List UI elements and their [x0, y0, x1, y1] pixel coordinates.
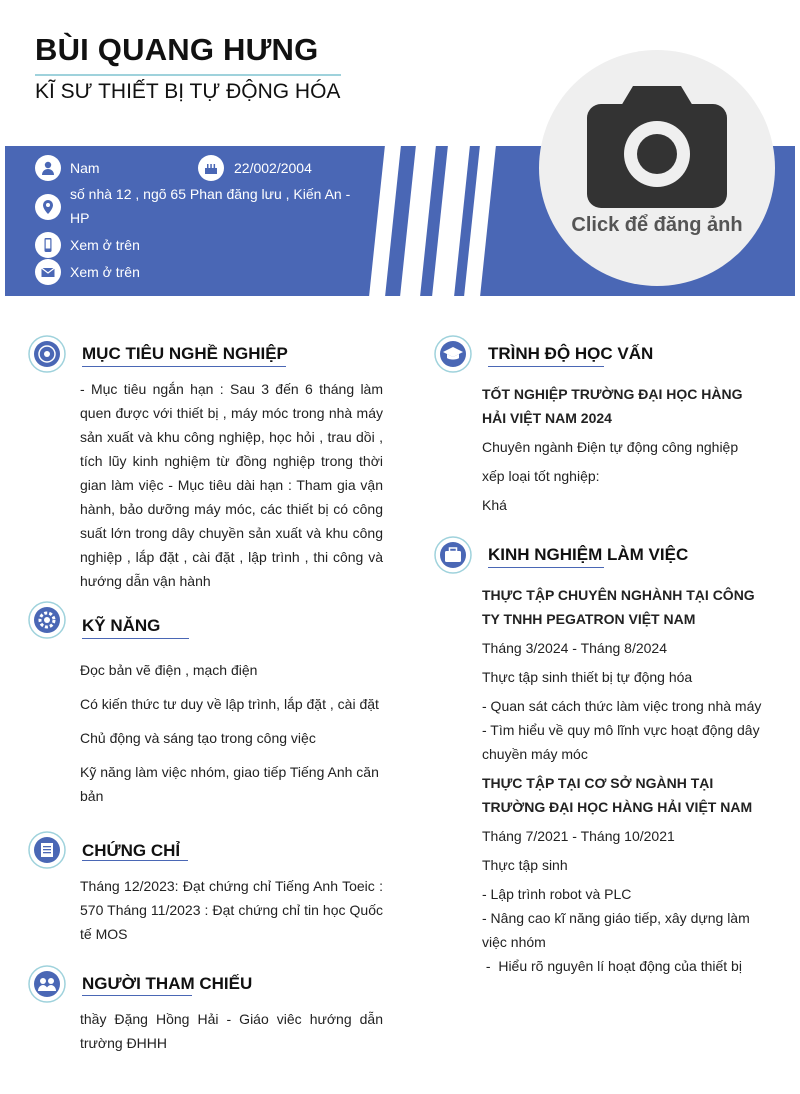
career-title: MỤC TIÊU NGHỀ NGHIỆP	[82, 344, 288, 363]
experience-title: KINH NGHIỆM LÀM VIỆC	[488, 545, 689, 564]
candidate-name: BÙI QUANG HƯNG	[35, 32, 319, 67]
section-underline	[82, 860, 188, 861]
section-underline	[82, 995, 192, 996]
gear-icon	[28, 601, 66, 639]
section-underline	[82, 366, 286, 367]
section-underline	[488, 567, 604, 568]
camera-icon	[587, 86, 727, 208]
decor-stripe	[368, 146, 402, 296]
decor-stripe	[463, 146, 497, 296]
email-value: Xem ở trên	[70, 264, 140, 280]
refs-title: NGƯỜI THAM CHIẾU	[82, 974, 253, 993]
photo-upload[interactable]	[539, 50, 775, 286]
skill-item: Có kiến thức tư duy về lập trình, lắp đặt , cài đặt	[80, 696, 379, 712]
location-pin-icon	[35, 194, 61, 220]
email-icon	[35, 259, 61, 285]
job-company: THỰC TẬP CHUYÊN NGHÀNH TẠI CÔNG TY TNHH PEGATRON VIỆT NAM	[482, 587, 755, 627]
skill-item: Kỹ năng làm việc nhóm, giao tiếp Tiếng Anh căn bản	[80, 764, 379, 804]
certificate-icon	[28, 831, 66, 869]
address-value: số nhà 12 , ngõ 65 Phan đăng lưu , Kiến An - HP	[70, 186, 351, 226]
phone-icon	[35, 232, 61, 258]
career-text: - Mục tiêu ngắn hạn : Sau 3 đến 6 tháng làm quen được với thiết bị , máy móc trong nhà máy sản xuất và khu công nghiệp, học hỏi , trau dồi , tích lũy kinh nghiệm từ đồng nghiệp trong thời gian làm việc - Mục tiêu dài hạn : Tham gia vận hành, bảo dưỡng máy móc, các thiết bị có công suất lớn trong dây chuyền sản xuất và khu công nghiệp , lắp đặt , cài đặt , lập trình , thi công và hướng dẫn vận hành	[80, 381, 383, 589]
job-role: Thực tập sinh	[482, 857, 568, 873]
phone-value: Xem ở trên	[70, 237, 140, 253]
job-company: THỰC TẬP TẠI CƠ SỞ NGÀNH TẠI TRƯỜNG ĐẠI HỌC HÀNG HẢI VIỆT NAM	[482, 775, 753, 815]
education-title: TRÌNH ĐỘ HỌC VẤN	[488, 344, 654, 363]
job-role: Thực tập sinh thiết bị tự động hóa	[482, 669, 693, 685]
education-grade: Khá	[482, 497, 507, 513]
photo-caption: Click để đăng ảnh	[571, 214, 743, 236]
section-underline	[488, 366, 604, 367]
people-icon	[28, 965, 66, 1003]
graduation-cap-icon	[434, 335, 472, 373]
skills-title: KỸ NĂNG	[82, 616, 161, 635]
education-grade-label: xếp loại tốt nghiệp:	[482, 468, 600, 484]
dob-value: 22/002/2004	[234, 160, 312, 176]
briefcase-icon	[434, 536, 472, 574]
title-divider	[35, 74, 341, 76]
job-details: - Lập trình robot và PLC	[482, 886, 632, 902]
certs-text: Tháng 12/2023: Đạt chứng chỉ Tiếng Anh Toeic : 570 Tháng 11/2023 : Đạt chứng chỉ tin học Quốc tế MOS	[80, 878, 383, 942]
skill-item: Đọc bản vẽ điện , mạch điện	[80, 662, 258, 678]
job-details: - Nâng cao kĩ năng giáo tiếp, xây dựng làm việc nhóm	[482, 910, 750, 950]
user-icon	[35, 155, 61, 181]
job-details: - Hiểu rõ nguyên lí hoạt động của thiết bị	[482, 958, 742, 974]
gender-value: Nam	[70, 160, 100, 176]
cake-icon	[198, 155, 224, 181]
decor-stripe	[431, 146, 471, 296]
target-icon	[28, 335, 66, 373]
education-major: Chuyên ngành Điện tự động công nghiệp	[482, 439, 739, 455]
job-period: Tháng 3/2024 - Tháng 8/2024	[482, 640, 668, 656]
section-underline	[82, 638, 189, 639]
education-school: TỐT NGHIỆP TRƯỜNG ĐẠI HỌC HÀNG HẢI VIỆT NAM 2024	[482, 386, 743, 426]
refs-text: thầy Đặng Hồng Hải - Giáo viêc hướng dẫn trường ĐHHH	[80, 1011, 383, 1051]
job-title: KĨ SƯ THIẾT BỊ TỰ ĐỘNG HÓA	[35, 80, 341, 103]
job-period: Tháng 7/2021 - Tháng 10/2021	[482, 828, 675, 844]
decor-stripe	[399, 146, 437, 296]
skill-item: Chủ động và sáng tạo trong công việc	[80, 730, 316, 746]
job-details: - Quan sát cách thức làm việc trong nhà máy - Tìm hiểu về quy mô lĩnh vực hoạt động dây chuyền máy móc	[482, 698, 762, 762]
certs-title: CHỨNG CHỈ	[82, 841, 181, 860]
